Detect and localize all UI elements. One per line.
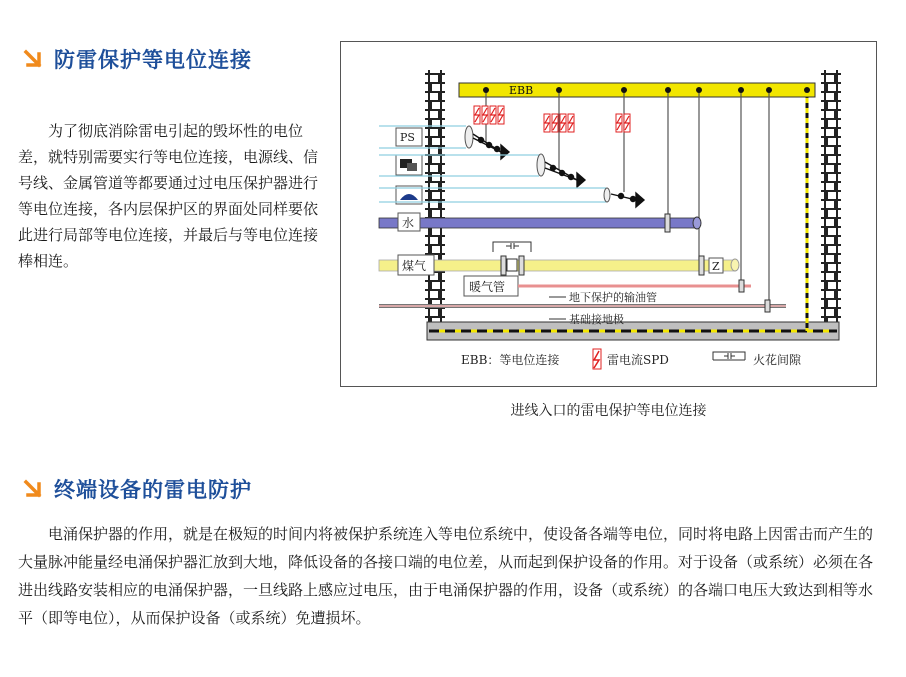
- ground-label: 基础接地极: [569, 313, 624, 326]
- left-brick-wall: [425, 70, 445, 327]
- diagram-caption: 进线入口的雷电保护等电位连接: [510, 403, 707, 419]
- water-label: 水: [402, 216, 415, 230]
- spd-group-1: [474, 106, 504, 124]
- section2-paragraph: 电涌保护器的作用，就是在极短的时间内将被保护系统连入等电位系统中，使设备各端等电位，同时将电路上因雷击而产生的大量脉冲能量经电涌保护器汇放到大地，降低设备的各接口端的电位差，从而起到保护设备的作用。对于设备（或系统）必须在各进出线路安装相应的电涌保护器，一旦线路上感应过电压，由于电涌保护器的作用，设备（或系统）的各端口电压大致达到相等水平（即等电位），从而保护设备（或系统）免遭损坏。: [18, 525, 874, 627]
- heating-label: 暖气管: [469, 280, 506, 294]
- arrow-down-right-icon: [22, 478, 44, 500]
- diagram-svg: [341, 42, 876, 386]
- section2-title: 终端设备的雷电防护: [54, 478, 252, 502]
- right-brick-wall: [821, 70, 841, 327]
- legend-gap-icon: [713, 352, 745, 360]
- legend-gap: 火花间隙: [753, 353, 802, 367]
- gas-label: 煤气: [402, 259, 427, 273]
- arrow-down-right-icon: [22, 48, 44, 70]
- ps-label: PS: [400, 131, 415, 144]
- z-label: Z: [712, 260, 720, 273]
- legend-spd-icon: [593, 349, 601, 369]
- section2-heading: [22, 474, 252, 504]
- section1-title: 防雷保护等电位连接: [54, 48, 252, 72]
- section1-paragraph: 为了彻底消除雷电引起的毁坏性的电位差，就特别需要实行等电位连接，电源线、信号线、金属管道等都要通过过电压保护器进行等电位连接，各内层保护区的界面处同样要依此进行局部等电位连接，并最后与等电位连接棒相连。: [18, 122, 319, 270]
- water-pipe: [379, 218, 697, 228]
- legend-ebb: EBB：等电位连接: [461, 353, 560, 367]
- ebb-bar-label: EBB: [509, 84, 534, 97]
- section1-heading: [22, 44, 252, 74]
- spark-gap-symbol: [493, 242, 531, 252]
- equipotential-diagram: [340, 41, 877, 387]
- spd-group-3: [616, 114, 630, 132]
- legend-spd: 雷电流SPD: [607, 353, 669, 367]
- oil-pipe-label: 地下保护的输油管: [569, 291, 657, 304]
